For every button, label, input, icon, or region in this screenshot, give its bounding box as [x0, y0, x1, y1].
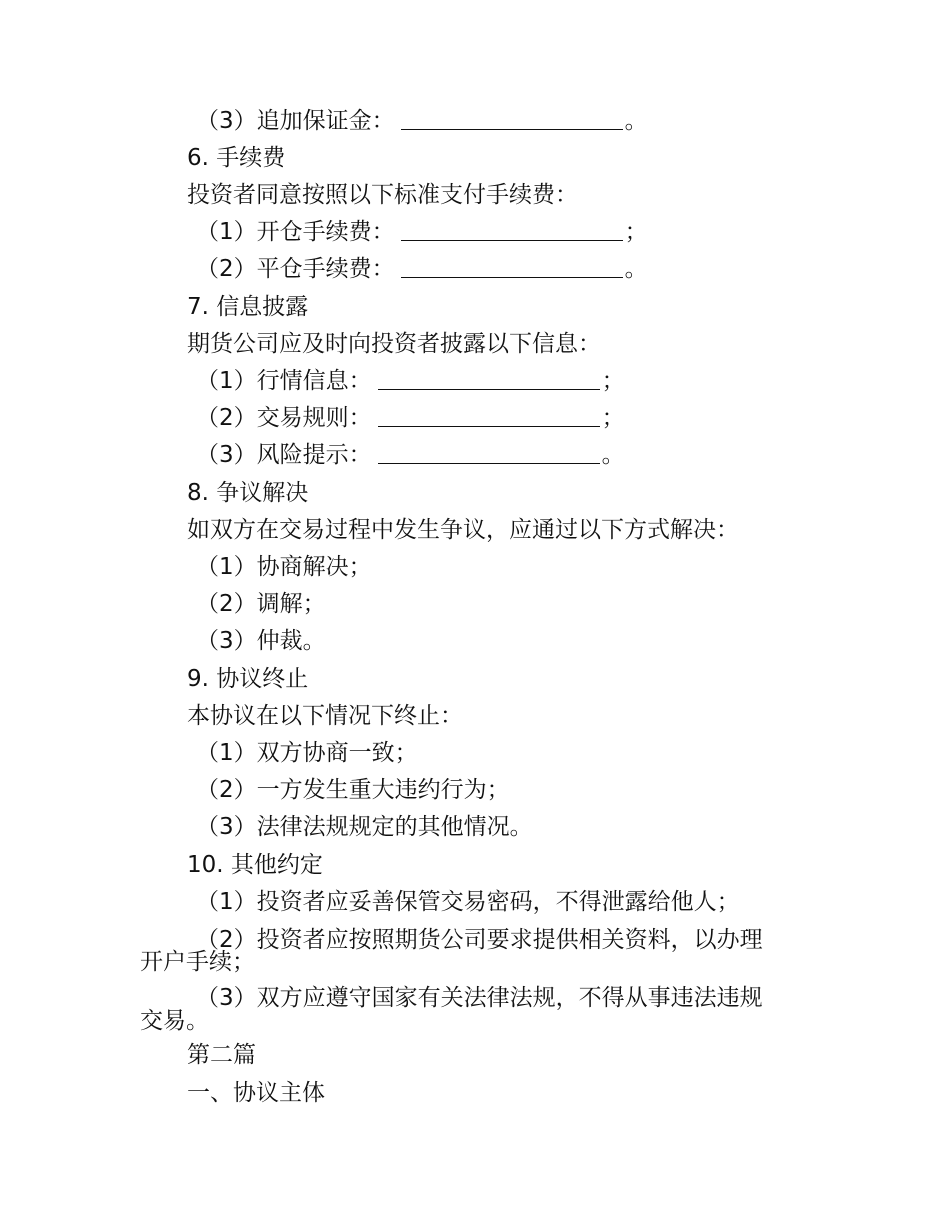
- doc-line: [0, 106, 950, 136]
- doc-line: [0, 738, 950, 768]
- heading-text: 6. 手续费: [187, 145, 286, 171]
- doc-line: [0, 887, 950, 917]
- doc-line: [0, 403, 950, 433]
- line-text: 开户手续；: [140, 949, 255, 975]
- section-heading: [0, 478, 950, 508]
- line-text: 投资者同意按照以下标准支付手续费：: [187, 182, 578, 208]
- line-text: 本协议在以下情况下终止：: [187, 703, 463, 729]
- heading-text: 一、协议主体: [187, 1080, 325, 1106]
- line-text: （2）投资者应按照期货公司要求提供相关资料，以办理: [196, 927, 763, 953]
- line-suffix: 。: [624, 108, 648, 134]
- doc-line: [0, 812, 950, 842]
- doc-line: [0, 589, 950, 619]
- fill-in-blank: [378, 441, 600, 464]
- line-text: （2）一方发生重大违约行为；: [196, 777, 510, 803]
- line-text: （2）调解；: [196, 591, 326, 617]
- line-text: （3）法律法规规定的其他情况。: [196, 814, 533, 840]
- doc-line: [0, 366, 950, 396]
- fill-in-blank: [378, 367, 600, 390]
- line-text: （1）协商解决；: [196, 554, 372, 580]
- line-text: （2）交易规则：: [196, 405, 372, 431]
- line-suffix: 。: [624, 256, 648, 282]
- section-heading: [0, 1040, 950, 1070]
- doc-line: [0, 515, 950, 545]
- line-suffix: ；: [601, 368, 625, 394]
- line-text: 如双方在交易过程中发生争议，应通过以下方式解决：: [187, 517, 739, 543]
- heading-text: 9. 协议终止: [187, 666, 309, 692]
- doc-line: [0, 254, 950, 284]
- doc-line: [0, 701, 950, 731]
- heading-text: 第二篇: [187, 1042, 256, 1068]
- fill-in-blank: [401, 107, 623, 130]
- doc-line: [0, 552, 950, 582]
- fill-in-blank: [401, 218, 623, 241]
- line-text: （3）仲裁。: [196, 628, 326, 654]
- doc-line: [0, 775, 950, 805]
- line-text: 期货公司应及时向投资者披露以下信息：: [187, 331, 601, 357]
- heading-text: 7. 信息披露: [187, 294, 309, 320]
- section-heading: [0, 1078, 950, 1108]
- line-text: （1）双方协商一致；: [196, 740, 418, 766]
- line-text: 交易。: [140, 1008, 209, 1034]
- line-text: （1）投资者应妥善保管交易密码，不得泄露给他人；: [196, 889, 740, 915]
- doc-line: [0, 626, 950, 656]
- fill-in-blank: [378, 404, 600, 427]
- line-suffix: ；: [601, 405, 625, 431]
- doc-line-continuation: [0, 1006, 950, 1036]
- line-suffix: ；: [624, 219, 648, 245]
- doc-line: [0, 440, 950, 470]
- line-text: （3）双方应遵守国家有关法律法规，不得从事违法违规: [196, 985, 763, 1011]
- line-text: （2）平仓手续费：: [196, 256, 395, 282]
- heading-text: 8. 争议解决: [187, 480, 309, 506]
- doc-line-continuation: [0, 947, 950, 977]
- section-heading: [0, 143, 950, 173]
- line-text: （1）行情信息：: [196, 368, 372, 394]
- section-heading: [0, 664, 950, 694]
- line-text: （3）追加保证金：: [196, 108, 395, 134]
- line-text: （1）开仓手续费：: [196, 219, 395, 245]
- doc-line: [0, 217, 950, 247]
- doc-line: [0, 329, 950, 359]
- section-heading: [0, 850, 950, 880]
- line-text: （3）风险提示：: [196, 442, 372, 468]
- doc-line: [0, 180, 950, 210]
- fill-in-blank: [401, 255, 623, 278]
- section-heading: [0, 292, 950, 322]
- line-suffix: 。: [601, 442, 625, 468]
- heading-text: 10. 其他约定: [187, 852, 323, 878]
